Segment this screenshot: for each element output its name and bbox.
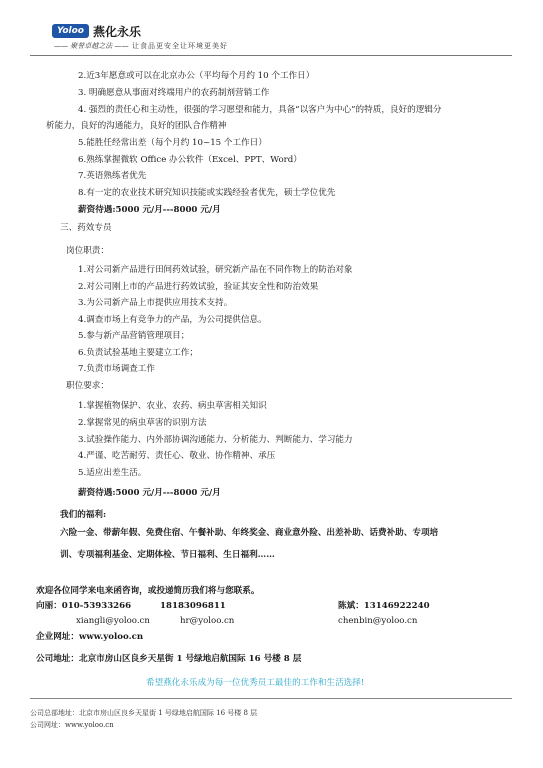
- requirement-item: 2.近3年愿意或可以在北京办公（平均每个月约 10 个工作日）: [78, 71, 315, 81]
- header-tagline: —— 聚誉卓越之法 ——: [54, 42, 129, 50]
- requirement-item: 2.掌握常见的病虫草害的识别方法: [78, 418, 207, 428]
- duty-item: 1.对公司新产品进行田间药效试验，研究新产品在不同作物上的防治对象: [78, 265, 353, 275]
- benefits-text: 六险一金、带薪年假、免费住宿、午餐补助、年终奖金、商业意外险、出差补助、话费补助、专项培: [60, 528, 439, 538]
- requirement-item: 4.严谨、吃苦耐劳、责任心、敬业、协作精神、承压: [78, 451, 276, 461]
- closing-slogan: 希望燕化永乐成为每一位优秀员工最佳的工作和生活选择!: [146, 678, 365, 688]
- contact-welcome: 欢迎各位同学来电来函咨询，或投递简历我们将与您联系。: [36, 586, 260, 596]
- duty-item: 3.为公司新产品上市提供应用技术支持。: [78, 298, 233, 308]
- requirement-item: 3. 明确愿意从事面对终端用户的农药制剂营销工作: [78, 88, 270, 98]
- requirement-item: 7.英语熟练者优先: [78, 171, 147, 181]
- requirement-item: 3.试验操作能力、内外部协调沟通能力、分析能力、判断能力、学习能力: [78, 435, 353, 445]
- requirement-item: 4. 强烈的责任心和主动性，很强的学习愿望和能力，具备“以客户为中心”的特质，良好的逻辑分: [78, 105, 442, 115]
- requirement-item: 6.熟练掌握微软 Office 办公软件（Excel、PPT、Word）: [78, 155, 302, 165]
- header-divider: [30, 55, 512, 56]
- contact-chen-email[interactable]: chenbin@yoloo.cn: [338, 616, 418, 626]
- benefits-title: 我们的福利:: [60, 510, 107, 520]
- footer-address: 公司总部地址：北京市房山区良乡天星街 1 号绿地启航国际 16 号楼 8 层: [30, 709, 258, 717]
- section-title: 三、药效专员: [60, 223, 112, 233]
- salary-line: 薪资待遇:5000 元/月---8000 元/月: [78, 488, 221, 498]
- duty-item: 2.对公司刚上市的产品进行药效试验，验证其安全性和防治效果: [78, 282, 319, 292]
- salary-line: 薪资待遇:5000 元/月---8000 元/月: [78, 205, 221, 215]
- duty-item: 6.负责试验基地主要建立工作；: [78, 348, 198, 358]
- contact-xiang-phone: 向丽：010-53933266: [36, 601, 132, 611]
- requirement-item: 1.掌握植物保护、农业、农药、病虫草害相关知识: [78, 401, 267, 411]
- duty-item: 7.负责市场调查工作: [78, 364, 155, 374]
- brand-name: 燕化永乐: [93, 25, 142, 39]
- company-website[interactable]: 企业网址：www.yoloo.cn: [36, 632, 144, 642]
- contact-xiang-mobile: 18183096811: [160, 601, 226, 611]
- contact-chen-phone: 陈斌：13146922240: [338, 601, 430, 611]
- requirement-item: 5.适应出差生活。: [78, 468, 147, 478]
- company-address: 公司地址：北京市房山区良乡天星街 1 号绿地启航国际 16 号楼 8 层: [36, 654, 302, 664]
- footer-website[interactable]: 公司网址：www.yoloo.cn: [30, 721, 114, 729]
- duties-label: 岗位职责：: [66, 246, 109, 256]
- header-slogan: 让食品更安全让环境更美好: [132, 42, 228, 50]
- company-logo: Yoloo: [52, 24, 89, 38]
- contact-xiang-email[interactable]: xiangli@yoloo.cn: [76, 616, 150, 626]
- requirement-item: 5.能胜任经常出差（每个月约 10~15 个工作日）: [78, 138, 267, 148]
- footer-divider: [30, 698, 512, 699]
- duty-item: 5.参与新产品营销管理项目；: [78, 331, 190, 341]
- requirement-item-continued: 析能力，良好的沟通能力，良好的团队合作精神: [46, 121, 227, 131]
- benefits-text: 训、专项福利基金、定期体检、节日福利、生日福利……: [60, 550, 275, 560]
- requirement-item: 8.有一定的农业技术研究知识技能或实践经验者优先，硕士学位优先: [78, 188, 336, 198]
- contact-hr-email[interactable]: hr@yoloo.cn: [180, 616, 235, 626]
- requirements-label: 职位要求：: [66, 381, 109, 391]
- duty-item: 4.调查市场上有竞争力的产品，为公司提供信息。: [78, 315, 267, 325]
